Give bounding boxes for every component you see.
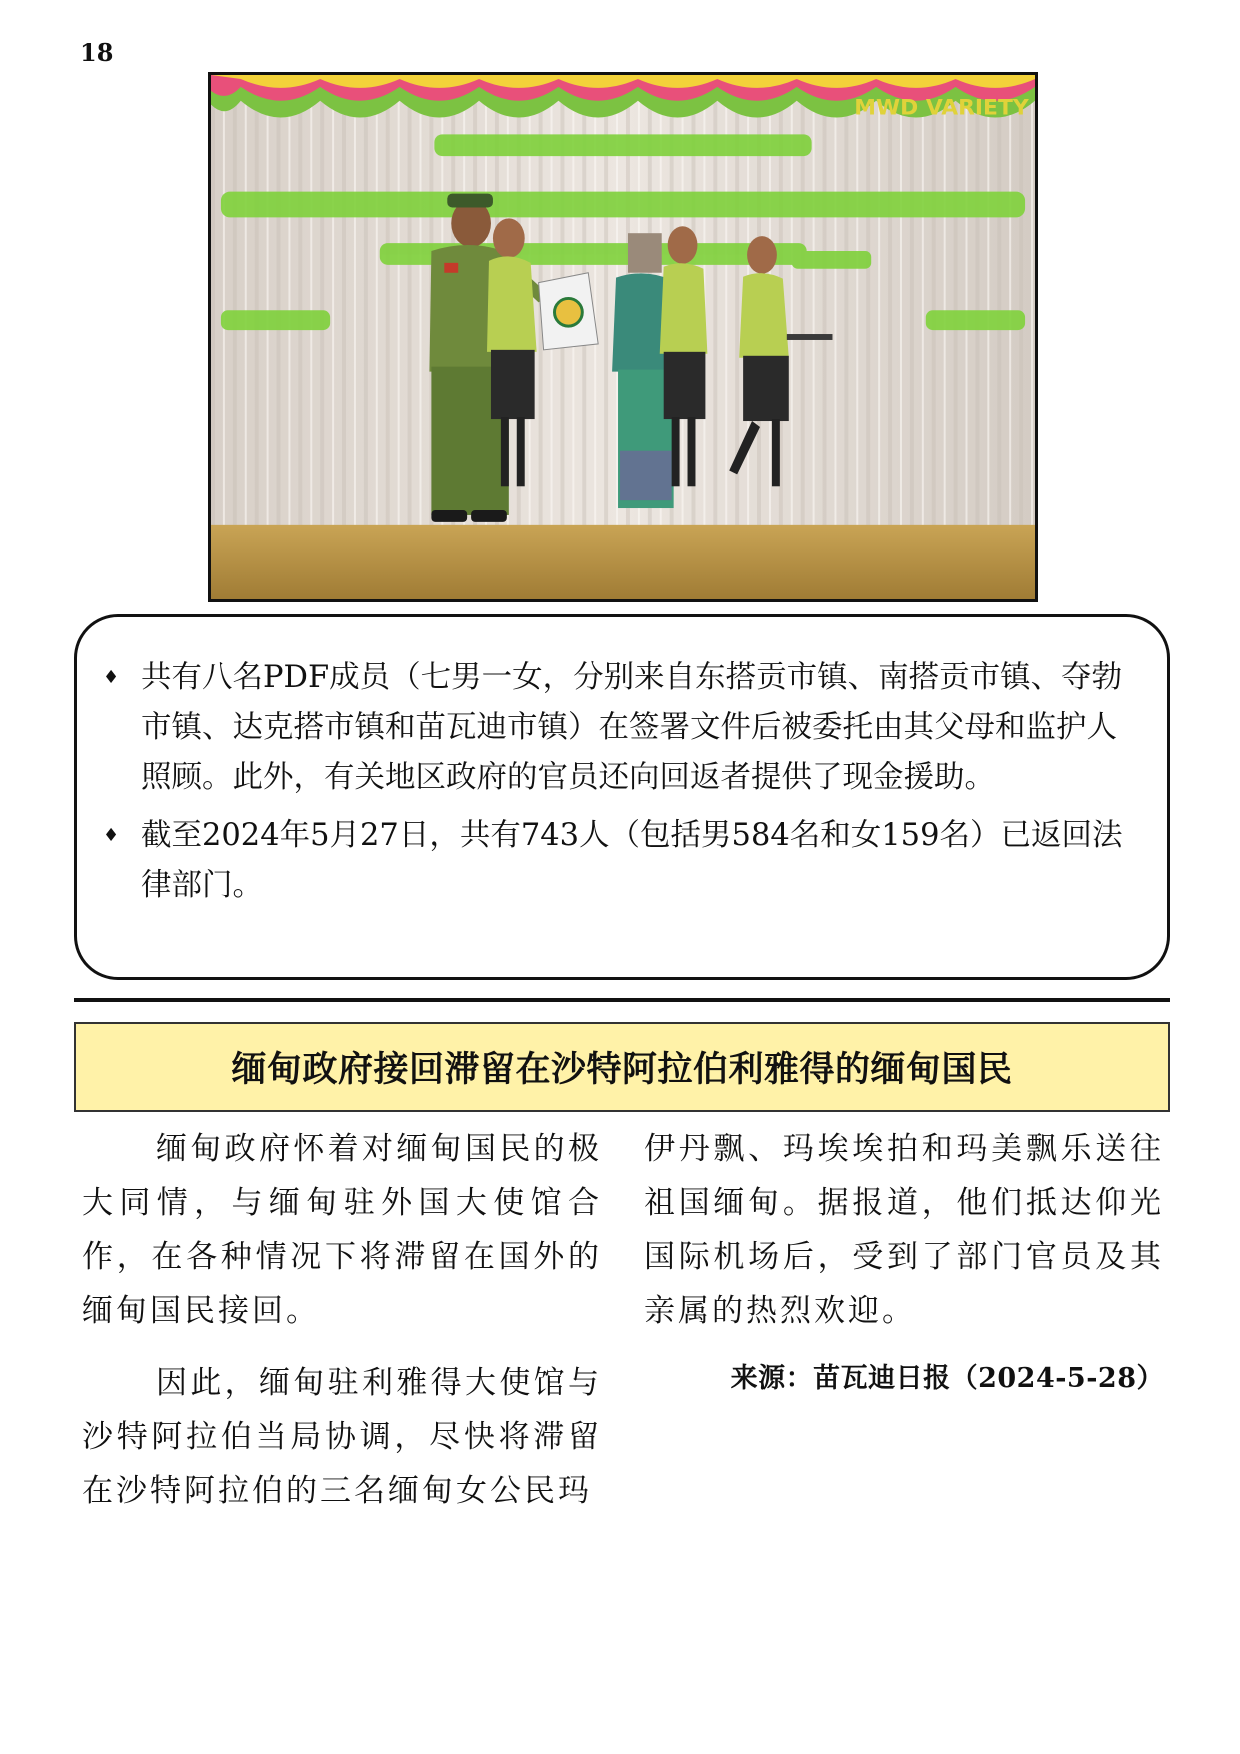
summary-bullet [101, 811, 1139, 911]
diamond-bullet-icon: ♦ [103, 667, 120, 688]
diamond-bullet-icon: ♦ [103, 825, 120, 846]
summary-bullet [101, 653, 1139, 803]
summary-bullet-text: 截至2024年5月27日，共有743人（包括男584名和女159名）已返回法律部门。 [141, 818, 1123, 903]
summary-box [74, 614, 1170, 980]
article-column-right [644, 1122, 1164, 1406]
watermark: MWD VARIETY [854, 95, 1029, 121]
page-number: 18 [80, 38, 114, 67]
article-paragraph: 伊丹飘、玛埃埃拍和玛美飘乐送往祖国缅甸。据报道，他们抵达仰光国际机场后，受到了部门官员及其亲属的热烈欢迎。 [644, 1131, 1164, 1329]
article-title: 缅甸政府接回滞留在沙特阿拉伯利雅得的缅甸国民 [231, 1049, 1013, 1090]
ceremony-photo [208, 72, 1038, 602]
article-heading-box [74, 1022, 1170, 1112]
article-source: 来源：苗瓦迪日报（2024-5-28） [730, 1363, 1164, 1394]
article-column-left [82, 1122, 602, 1536]
section-divider [74, 998, 1170, 1002]
summary-bullet-text: 共有八名PDF成员（七男一女，分别来自东搭贡市镇、南搭贡市镇、夺勃市镇、达克搭市镇和苗瓦迪市镇）在签署文件后被委托由其父母和监护人照顾。此外，有关地区政府的官员还向回返者提供了现金援助。 [141, 660, 1123, 795]
ceremony-photo-illustration [211, 75, 1035, 599]
article-paragraph: 缅甸政府怀着对缅甸国民的极大同情，与缅甸驻外国大使馆合作，在各种情况下将滞留在国外的缅甸国民接回。 [82, 1131, 602, 1329]
article-paragraph: 因此，缅甸驻利雅得大使馆与沙特阿拉伯当局协调，尽快将滞留在沙特阿拉伯的三名缅甸女公民玛 [82, 1365, 602, 1509]
